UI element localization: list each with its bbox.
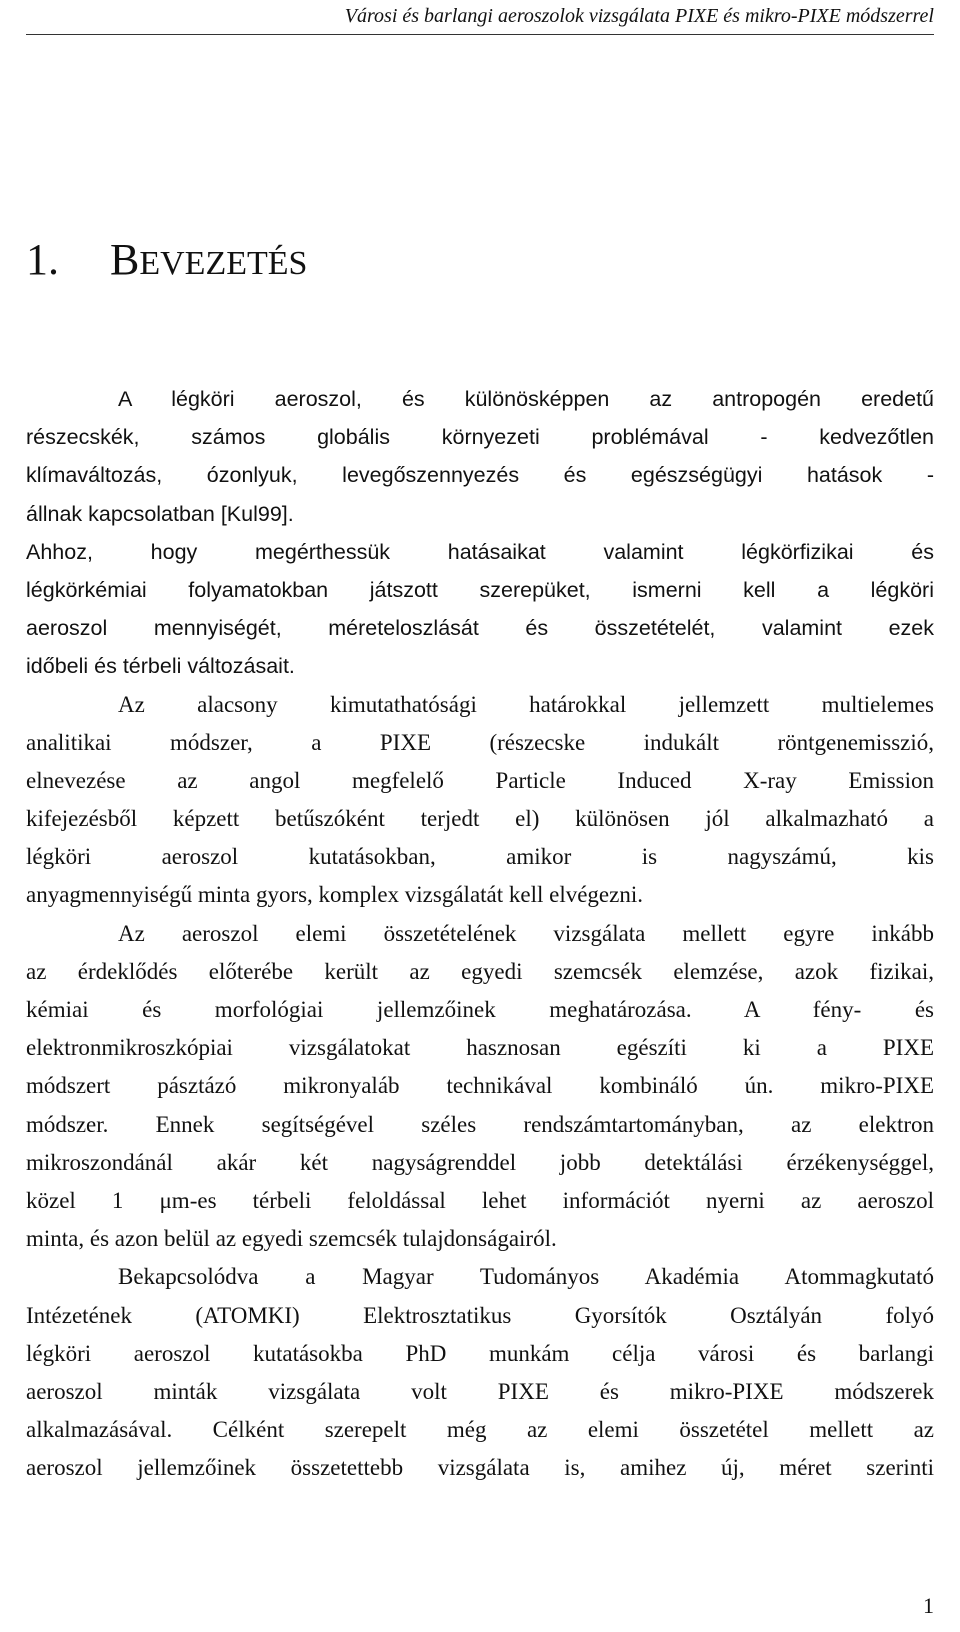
paragraph-line: Bekapcsolódva a Magyar Tudományos Akadémia Atommagkutató bbox=[118, 1264, 934, 1290]
paragraph-line: részecskék, számos globális környezeti problémával - kedvezőtlen bbox=[26, 425, 934, 450]
paragraph-line: időbeli és térbeli változásait. bbox=[26, 654, 295, 679]
paragraph-line: Az alacsony kimutathatósági határokkal jellemzett multielemes bbox=[118, 691, 934, 717]
paragraph-line: légköri aeroszol kutatásokban, amikor is nagyszámú, kis bbox=[26, 844, 934, 870]
paragraph-line: állnak kapcsolatban [Kul99]. bbox=[26, 501, 294, 526]
paragraph-line: elektronmikroszkópiai vizsgálatokat hasznosan egészíti ki a PIXE bbox=[26, 1035, 934, 1061]
header-rule bbox=[26, 34, 934, 35]
paragraph-line: kémiai és morfológiai jellemzőinek meghatározása. A fény- és bbox=[26, 997, 934, 1022]
chapter-title bbox=[26, 232, 307, 292]
paragraph-line: módszert pásztázó mikronyaláb technikával kombináló ún. mikro-PIXE bbox=[26, 1073, 934, 1099]
paragraph-line: minta, és azon belül az egyedi szemcsék tulajdonságairól. bbox=[26, 1226, 557, 1252]
paragraph-line: anyagmennyiségű minta gyors, komplex vizsgálatát kell elvégezni. bbox=[26, 882, 643, 908]
chapter-title-initial: B bbox=[110, 235, 140, 284]
paragraph-line: Az aeroszol elemi összetételének vizsgálata mellett egyre inkább bbox=[118, 920, 934, 946]
paragraph-line: légköri aeroszol kutatásokba PhD munkám célja városi és barlangi bbox=[26, 1340, 934, 1366]
paragraph-line: módszer. Ennek segítségével széles rendszámtartományban, az elektron bbox=[26, 1111, 934, 1137]
paragraph-line: közel 1 μm-es térbeli feloldással lehet információt nyerni az aeroszol bbox=[26, 1187, 934, 1213]
paragraph-line: elnevezése az angol megfelelő Particle Induced X-ray Emission bbox=[26, 767, 934, 793]
paragraph-line: kifejezésből képzett betűszóként terjedt el) különösen jól alkalmazható a bbox=[26, 806, 934, 832]
running-header: Városi és barlangi aeroszolok vizsgálata PIXE és mikro-PIXE módszerrel bbox=[344, 5, 934, 27]
body-text bbox=[26, 380, 934, 1487]
paragraph-line: Intézetének (ATOMKI) Elektrosztatikus Gyorsítók Osztályán folyó bbox=[26, 1302, 934, 1328]
paragraph-line: mikroszondánál akár két nagyságrenddel jobb detektálási érzékenységgel, bbox=[26, 1149, 934, 1175]
paragraph-line: aeroszol minták vizsgálata volt PIXE és mikro-PIXE módszerek bbox=[26, 1378, 934, 1404]
paragraph-line: aeroszol mennyiségét, méreteloszlását és összetételét, valamint ezek bbox=[26, 616, 934, 641]
chapter-number: 1. bbox=[26, 235, 59, 284]
page-number: 1 bbox=[923, 1593, 934, 1618]
paragraph-line: alkalmazásával. Célként szerepelt még az elemi összetétel mellett az bbox=[26, 1417, 934, 1443]
paragraph-line: Ahhoz, hogy megérthessük hatásaikat valamint légkörfizikai és bbox=[26, 539, 934, 564]
paragraph-line: klímaváltozás, ózonlyuk, levegőszennyezés és egészségügyi hatások - bbox=[26, 463, 934, 488]
paragraph-line: légkörkémiai folyamatokban játszott szerepüket, ismerni kell a légköri bbox=[26, 577, 934, 602]
chapter-title-rest: EVEZETÉS bbox=[139, 245, 308, 282]
paragraph-line: aeroszol jellemzőinek összetettebb vizsgálata is, amihez új, méret szerinti bbox=[26, 1455, 934, 1481]
paragraph-line: analitikai módszer, a PIXE (részecske indukált röntgenemisszió, bbox=[26, 729, 934, 755]
paragraph-line: az érdeklődés előterébe került az egyedi szemcsék elemzése, azok fizikai, bbox=[26, 958, 934, 984]
paragraph-line: A légköri aeroszol, és különösképpen az antropogén eredetű bbox=[118, 387, 934, 411]
